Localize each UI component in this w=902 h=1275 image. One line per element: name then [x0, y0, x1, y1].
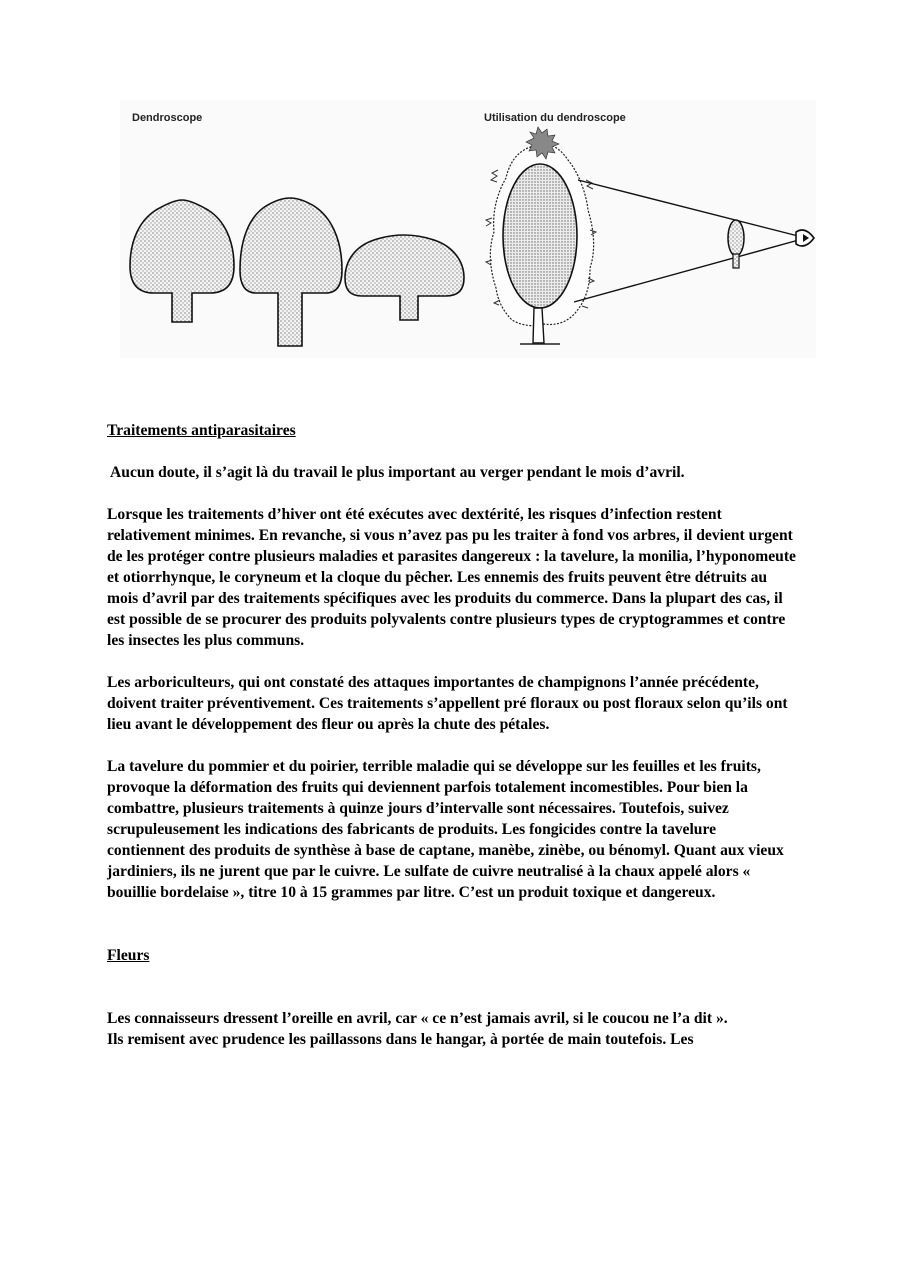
paragraph-tavelure: La tavelure du pommier et du poirier, terrible maladie qui se développe sur les feuilles et les fruits, provoque la déformation des fruits qui deviennent parfois totalement incomestibles. Pour bien la combattre, plusieurs traitements à quinze jours d’intervalle sont nécessaires. Toutefois, suivez scrupuleusement les indications des fabricants de produits. Les fongicides contre la tavelure contiennent des produits de synthèse à base de captane, manèbe, zinèbe, ou bénomyl. Quant aux vieux jardiniers, ils ne jurent que par le cuivre. Le sulfate de cuivre neutralisé à la chaux appelé alors « bouillie bordelaise », titre 10 à 15 grammes par litre. C’est un produit toxique et dangereux. [107, 758, 784, 901]
dendroscope-illustration [120, 100, 816, 358]
paragraph-winter-treatments: Lorsque les traitements d’hiver ont été exécutes avec dextérité, les risques d’infection restent relativement minimes. En revanche, si vous n’avez pas pu les traiter à fond vos arbres, il devient urgent de les protéger contre plusieurs maladies et parasites dangereux : la tavelure, la monilia, l’hyponomeute et otiorrhynque, le coryneum et la cloque du pêcher. Les ennemis des fruits peuvent être détruits au mois d’avril par des traitements spécifiques avec les produits du commerce. Dans la plupart des cas, il est possible de se procurer des produits polyvalents contre plusieurs types de cryptogrammes et contre les insectes les plus communs. [107, 506, 796, 649]
figure-label-right: Utilisation du dendroscope [484, 112, 626, 124]
article-body [107, 420, 797, 1050]
figure-label-left: Dendroscope [132, 112, 203, 124]
lead-paragraph: Aucun doute, il s’agit là du travail le plus important au verger pendant le mois d’avril. [107, 464, 685, 481]
section-heading-flowers: Fleurs [107, 947, 150, 964]
section-heading-treatments: Traitements antiparasitaires [107, 422, 296, 439]
paragraph-paillassons: Ils remisent avec prudence les paillassons dans le hangar, à portée de main toutefois. Les [107, 1031, 694, 1048]
paragraph-preventive-treatments: Les arboriculteurs, qui ont constaté des attaques importantes de champignons l’année précédente, doivent traiter préventivement. Ces traitements s’appellent pré floraux ou post floraux selon qu’ils ont lieu avant le développement des fleur ou après la chute des pétales. [107, 674, 788, 733]
paragraph-coucou: Les connaisseurs dressent l’oreille en avril, car « ce n’est jamais avril, si le coucou ne l’a dit ». [107, 1010, 728, 1027]
dendroscope-figure [120, 100, 816, 358]
